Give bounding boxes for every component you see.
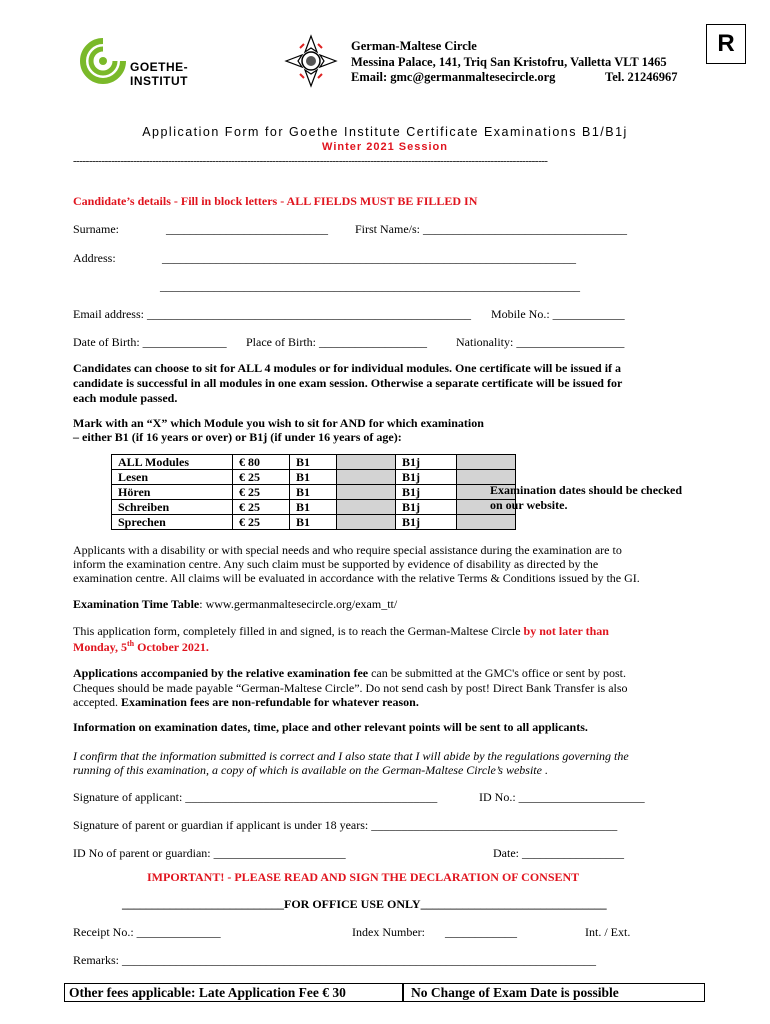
confirm-line-2: running of this examination, a copy of which is available on the German-Maltese Circle’s website .	[73, 763, 548, 777]
exam-dates-note-1: Examination dates should be checked	[490, 483, 683, 497]
email-field[interactable]: Email address: ______________________________________________________	[73, 307, 471, 321]
deadline-red-1: by not later than	[523, 624, 609, 638]
maltese-cross-icon	[284, 34, 338, 88]
mark-instruction-line-1: Mark with an “X” which Module you wish to sit for AND for which examination	[73, 416, 484, 430]
fee-bold: Applications accompanied by the relative examination fee	[73, 666, 369, 680]
b1-mark-box[interactable]	[337, 470, 396, 485]
org-address: Messina Palace, 141, Triq San Kristofru, Valletta VLT 1465	[351, 55, 667, 69]
module-b1j: B1j	[396, 470, 457, 485]
b1-mark-box[interactable]	[337, 515, 396, 530]
fee-rest: can be submitted at the GMC's office or sent by post.	[368, 666, 626, 680]
date-field[interactable]: Date: _________________	[493, 846, 624, 860]
goethe-logo-icon	[80, 38, 126, 84]
pob-field[interactable]: Place of Birth: __________________	[246, 335, 427, 349]
table-row	[112, 470, 516, 485]
exam-dates-note-2: on our website.	[490, 498, 568, 512]
b1j-mark-box[interactable]	[457, 455, 516, 470]
module-b1j: B1j	[396, 455, 457, 470]
confirm-line-1: I confirm that the information submitted is correct and I also state that I will abide by the regulations governing the	[73, 749, 629, 763]
office-use-heading: ___________________________FOR OFFICE USE ONLY_______________________________	[122, 897, 607, 911]
surname-field[interactable]: ___________________________	[166, 222, 328, 236]
module-b1j: B1j	[396, 485, 457, 500]
module-name: Lesen	[112, 470, 233, 485]
first-names-field[interactable]: First Name/s: __________________________________	[355, 222, 627, 236]
module-name: Sprechen	[112, 515, 233, 530]
receipt-field[interactable]: Receipt No.: ______________	[73, 925, 221, 939]
module-fee: € 25	[233, 470, 290, 485]
table-row	[112, 515, 516, 530]
deadline-date-sup: th	[127, 639, 135, 648]
table-row	[112, 485, 516, 500]
fee-nonrefundable: Examination fees are non-refundable for whatever reason.	[120, 695, 419, 709]
fee-line-3	[73, 695, 419, 710]
timetable-label: Examination Time Table	[73, 597, 200, 611]
module-b1: B1	[290, 455, 337, 470]
modules-table	[111, 454, 516, 530]
b1-mark-box[interactable]	[337, 500, 396, 515]
important-notice: IMPORTANT! - PLEASE READ AND SIGN THE DECLARATION OF CONSENT	[147, 870, 580, 884]
fee-line-2: Cheques should be made payable “German-Maltese Circle”. Do not send cash by post! Direct Bank Transfer is also	[73, 681, 628, 695]
disability-line-2: inform the examination centre. Any such claim must be supported by evidence of disability as directed by the	[73, 557, 599, 571]
address-label: Address:	[73, 251, 116, 265]
session-label: Winter 2021 Session	[322, 141, 448, 153]
fee-accepted: accepted.	[73, 695, 121, 709]
parent-signature-field[interactable]: Signature of parent or guardian if applicant is under 18 years: _________________________________________	[73, 818, 618, 832]
module-fee: € 25	[233, 500, 290, 515]
candidate-heading: Candidate’s details - Fill in block letters - ALL FIELDS MUST BE FILLED IN	[73, 194, 478, 208]
module-b1: B1	[290, 500, 337, 515]
info-sent: Information on examination dates, time, place and other relevant points will be sent to all applicants.	[73, 720, 588, 734]
corner-letter-box: R	[706, 24, 746, 64]
org-email: Email: gmc@germanmaltesecircle.org	[351, 70, 556, 84]
index-number-label: Index Number:	[352, 925, 425, 939]
b1-mark-box[interactable]	[337, 455, 396, 470]
timetable	[73, 597, 397, 612]
modules-info-line-2: candidate is successful in all modules in one exam session. Otherwise a separate certificate will be issued for	[73, 376, 623, 390]
late-fee-text: Other fees applicable: Late Application Fee € 30	[69, 985, 346, 1000]
fee-line-1	[73, 666, 626, 681]
address-field-1[interactable]: _____________________________________________________________________	[162, 251, 576, 265]
no-change-text: No Change of Exam Date is possible	[411, 985, 619, 1000]
deadline-line-2	[73, 639, 209, 655]
dob-field[interactable]: Date of Birth: ______________	[73, 335, 227, 349]
no-change-box	[402, 983, 705, 1002]
mark-instruction-line-2: – either B1 (if 16 years or over) or B1j (if under 16 years of age):	[73, 430, 402, 444]
index-number-field[interactable]: ____________	[445, 925, 517, 939]
goethe-logo-text: GOETHE-INSTITUT	[130, 60, 189, 88]
modules-info-line-3: each module passed.	[73, 391, 178, 405]
module-fee: € 80	[233, 455, 290, 470]
table-row	[112, 500, 516, 515]
module-name: ALL Modules	[112, 455, 233, 470]
address-field-2[interactable]: ______________________________________________________________________	[160, 279, 580, 293]
b1-mark-box[interactable]	[337, 485, 396, 500]
org-name: German-Maltese Circle	[351, 39, 477, 53]
mobile-field[interactable]: Mobile No.: ____________	[491, 307, 625, 321]
disability-line-1: Applicants with a disability or with special needs and who require special assistance during the examination are to	[73, 543, 622, 557]
late-fee-box	[64, 983, 404, 1002]
timetable-url[interactable]: : www.germanmaltesecircle.org/exam_tt/	[199, 597, 398, 611]
table-row	[112, 455, 516, 470]
disability-line-3: examination centre. All claims will be evaluated in accordance with the relative Terms & Conditions issued by the GI.	[73, 571, 640, 585]
separator-line: ------------------------------------------------------------------------------------------------------------------------------------------------------	[73, 155, 548, 167]
org-tel: Tel. 21246967	[605, 70, 678, 84]
applicant-signature-field[interactable]: Signature of applicant: __________________________________________	[73, 790, 438, 804]
module-fee: € 25	[233, 515, 290, 530]
b1j-mark-box[interactable]	[457, 515, 516, 530]
remarks-field[interactable]: Remarks: _______________________________________________________________________________	[73, 953, 596, 967]
parent-id-field[interactable]: ID No of parent or guardian: ______________________	[73, 846, 346, 860]
module-name: Hören	[112, 485, 233, 500]
module-b1: B1	[290, 515, 337, 530]
form-title: Application Form for Goethe Institute Certificate Examinations B1/B1j	[142, 125, 628, 139]
id-no-field[interactable]: ID No.: _____________________	[479, 790, 645, 804]
deadline-date-a: Monday, 5	[73, 640, 128, 654]
modules-info-line-1: Candidates can choose to sit for ALL 4 modules or for individual modules. One certificate will be issued if a	[73, 361, 622, 375]
module-b1j: B1j	[396, 515, 457, 530]
surname-label: Surname:	[73, 222, 119, 236]
nationality-field[interactable]: Nationality: __________________	[456, 335, 625, 349]
module-fee: € 25	[233, 485, 290, 500]
deadline-line-1	[73, 624, 609, 639]
module-b1: B1	[290, 485, 337, 500]
module-b1j: B1j	[396, 500, 457, 515]
int-ext-label: Int. / Ext.	[585, 925, 631, 939]
module-b1: B1	[290, 470, 337, 485]
goethe-logo	[80, 38, 230, 88]
deadline-date-b: October 2021.	[134, 640, 209, 654]
deadline-text: This application form, completely filled in and signed, is to reach the German-Maltese Circle	[73, 624, 524, 638]
module-name: Schreiben	[112, 500, 233, 515]
